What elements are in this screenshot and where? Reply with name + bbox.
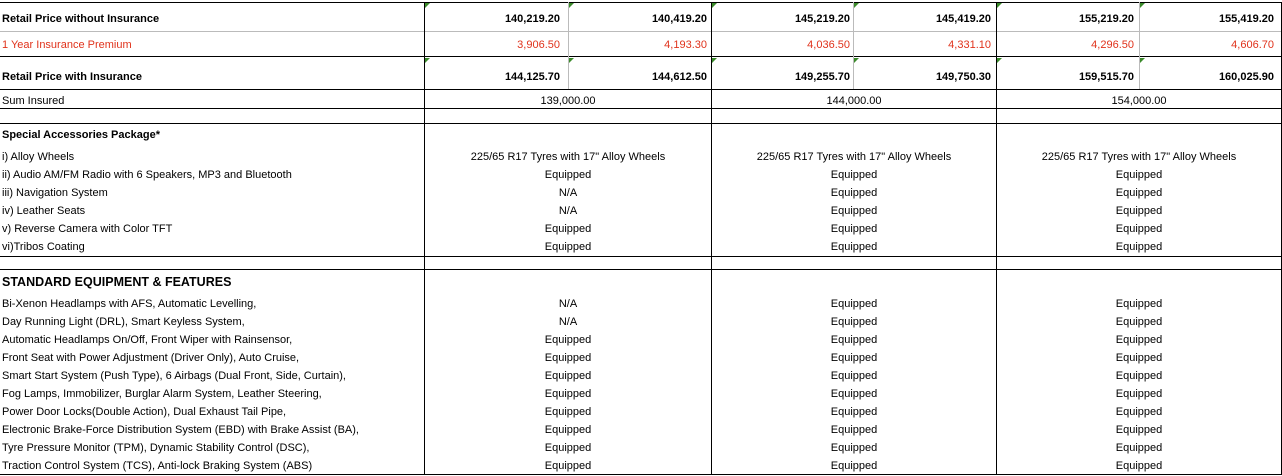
feature-value-cell: Equipped <box>544 223 592 235</box>
feature-value-cell: Equipped <box>544 352 592 364</box>
feature-value-cell: Equipped <box>1115 370 1163 382</box>
insurance-cell: 4,606.70 <box>1231 39 1274 51</box>
feature-value-cell: Equipped <box>544 424 592 436</box>
feature-value-cell: Equipped <box>1115 442 1163 454</box>
comment-marker-icon <box>712 58 717 63</box>
price-cell: 144,125.70 <box>504 71 560 83</box>
feature-label: Smart Start System (Push Type), 6 Airbags (Dual Front, Side, Curtain), <box>2 370 346 382</box>
feature-value-cell: Equipped <box>1115 241 1163 253</box>
grid-line <box>0 56 1282 57</box>
price-cell: 149,750.30 <box>935 71 991 83</box>
feature-value-cell: 225/65 R17 Tyres with 17" Alloy Wheels <box>1041 151 1237 163</box>
comment-marker-icon <box>569 3 574 8</box>
feature-label: i) Alloy Wheels <box>2 151 75 163</box>
feature-value-cell: Equipped <box>830 223 878 235</box>
feature-value-cell: Equipped <box>830 460 878 472</box>
feature-value-cell: Equipped <box>1115 334 1163 346</box>
feature-label: Power Door Locks(Double Action), Dual Exhaust Tail Pipe, <box>2 406 287 418</box>
feature-value-cell: Equipped <box>1115 169 1163 181</box>
feature-label: iii) Navigation System <box>2 187 108 199</box>
standard-equipment-header: STANDARD EQUIPMENT & FEATURES <box>2 275 232 289</box>
comment-marker-icon <box>854 58 859 63</box>
grid-line <box>0 256 1282 257</box>
feature-label: iv) Leather Seats <box>2 205 86 217</box>
feature-value-cell: Equipped <box>830 187 878 199</box>
sum-insured-cell: 144,000.00 <box>826 95 882 107</box>
feature-value-cell: 225/65 R17 Tyres with 17" Alloy Wheels <box>470 151 666 163</box>
feature-label: vi)Tribos Coating <box>2 241 85 253</box>
feature-value-cell: Equipped <box>1115 187 1163 199</box>
feature-value-cell: Equipped <box>830 424 878 436</box>
grid-line <box>0 123 1282 124</box>
feature-value-cell: Equipped <box>830 205 878 217</box>
feature-value-cell: N/A <box>558 187 578 199</box>
feature-value-cell: Equipped <box>1115 424 1163 436</box>
feature-value-cell: N/A <box>558 205 578 217</box>
grid-line <box>853 2 854 89</box>
feature-value-cell: Equipped <box>830 406 878 418</box>
feature-value-cell: Equipped <box>1115 352 1163 364</box>
sum-insured-cell: 139,000.00 <box>540 95 596 107</box>
retail-price-with-insurance-label: Retail Price with Insurance <box>2 71 142 83</box>
feature-value-cell: Equipped <box>544 460 592 472</box>
price-cell: 144,612.50 <box>651 71 707 83</box>
price-cell: 159,515.70 <box>1078 71 1134 83</box>
feature-value-cell: Equipped <box>544 370 592 382</box>
price-cell: 155,219.20 <box>1078 13 1134 25</box>
feature-value-cell: Equipped <box>830 169 878 181</box>
feature-value-cell: Equipped <box>830 370 878 382</box>
grid-line <box>568 2 569 89</box>
feature-value-cell: Equipped <box>1115 406 1163 418</box>
insurance-premium-label: 1 Year Insurance Premium <box>2 39 132 51</box>
comment-marker-icon <box>425 3 430 8</box>
feature-label: ii) Audio AM/FM Radio with 6 Speakers, MP3 and Bluetooth <box>2 169 292 181</box>
feature-value-cell: Equipped <box>544 442 592 454</box>
feature-value-cell: Equipped <box>830 316 878 328</box>
feature-label: Automatic Headlamps On/Off, Front Wiper with Rainsensor, <box>2 334 293 346</box>
feature-value-cell: Equipped <box>544 388 592 400</box>
comment-marker-icon <box>1140 3 1145 8</box>
grid-line <box>0 474 1282 475</box>
feature-value-cell: N/A <box>558 298 578 310</box>
comment-marker-icon <box>1140 58 1145 63</box>
feature-value-cell: Equipped <box>830 352 878 364</box>
feature-label: Tyre Pressure Monitor (TPM), Dynamic Stability Control (DSC), <box>2 442 310 454</box>
comment-marker-icon <box>997 3 1002 8</box>
grid-line <box>0 31 1282 32</box>
feature-value-cell: Equipped <box>544 406 592 418</box>
comment-marker-icon <box>854 3 859 8</box>
feature-label: Front Seat with Power Adjustment (Driver Only), Auto Cruise, <box>2 352 300 364</box>
feature-value-cell: Equipped <box>544 334 592 346</box>
comment-marker-icon <box>997 58 1002 63</box>
feature-label: v) Reverse Camera with Color TFT <box>2 223 173 235</box>
insurance-cell: 4,036.50 <box>807 39 850 51</box>
feature-value-cell: Equipped <box>830 442 878 454</box>
feature-value-cell: Equipped <box>1115 205 1163 217</box>
feature-value-cell: Equipped <box>544 169 592 181</box>
sum-insured-label: Sum Insured <box>2 95 65 107</box>
feature-label: Electronic Brake-Force Distribution System (EBD) with Brake Assist (BA), <box>2 424 359 436</box>
feature-value-cell: Equipped <box>1115 460 1163 472</box>
insurance-cell: 4,193.30 <box>664 39 707 51</box>
comment-marker-icon <box>425 58 430 63</box>
feature-value-cell: Equipped <box>830 241 878 253</box>
feature-value-cell: Equipped <box>1115 298 1163 310</box>
feature-label: Fog Lamps, Immobilizer, Burglar Alarm System, Leather Steering, <box>2 388 322 400</box>
retail-price-without-insurance-label: Retail Price without Insurance <box>2 13 160 25</box>
accessories-header: Special Accessories Package* <box>2 129 160 141</box>
feature-value-cell: 225/65 R17 Tyres with 17" Alloy Wheels <box>756 151 952 163</box>
comment-marker-icon <box>569 58 574 63</box>
grid-line <box>0 269 1282 270</box>
sum-insured-cell: 154,000.00 <box>1111 95 1167 107</box>
feature-value-cell: Equipped <box>830 334 878 346</box>
feature-label: Traction Control System (TCS), Anti-lock Braking System (ABS) <box>2 460 313 472</box>
feature-value-cell: Equipped <box>1115 223 1163 235</box>
grid-line <box>0 2 1282 3</box>
comment-marker-icon <box>712 3 717 8</box>
feature-value-cell: Equipped <box>830 298 878 310</box>
price-cell: 145,419.20 <box>935 13 991 25</box>
feature-label: Day Running Light (DRL), Smart Keyless System, <box>2 316 245 328</box>
grid-line <box>0 89 1282 90</box>
feature-value-cell: Equipped <box>830 388 878 400</box>
insurance-cell: 4,296.50 <box>1091 39 1134 51</box>
price-cell: 140,219.20 <box>504 13 560 25</box>
price-cell: 160,025.90 <box>1218 71 1274 83</box>
feature-value-cell: N/A <box>558 316 578 328</box>
feature-label: Bi-Xenon Headlamps with AFS, Automatic Levelling, <box>2 298 257 310</box>
grid-line <box>0 108 1282 109</box>
price-cell: 145,219.20 <box>794 13 850 25</box>
grid-line <box>1139 2 1140 89</box>
feature-value-cell: Equipped <box>1115 388 1163 400</box>
price-cell: 149,255.70 <box>794 71 850 83</box>
insurance-cell: 4,331.10 <box>948 39 991 51</box>
price-cell: 155,419.20 <box>1218 13 1274 25</box>
feature-value-cell: Equipped <box>544 241 592 253</box>
feature-value-cell: Equipped <box>1115 316 1163 328</box>
price-cell: 140,419.20 <box>651 13 707 25</box>
insurance-cell: 3,906.50 <box>517 39 560 51</box>
